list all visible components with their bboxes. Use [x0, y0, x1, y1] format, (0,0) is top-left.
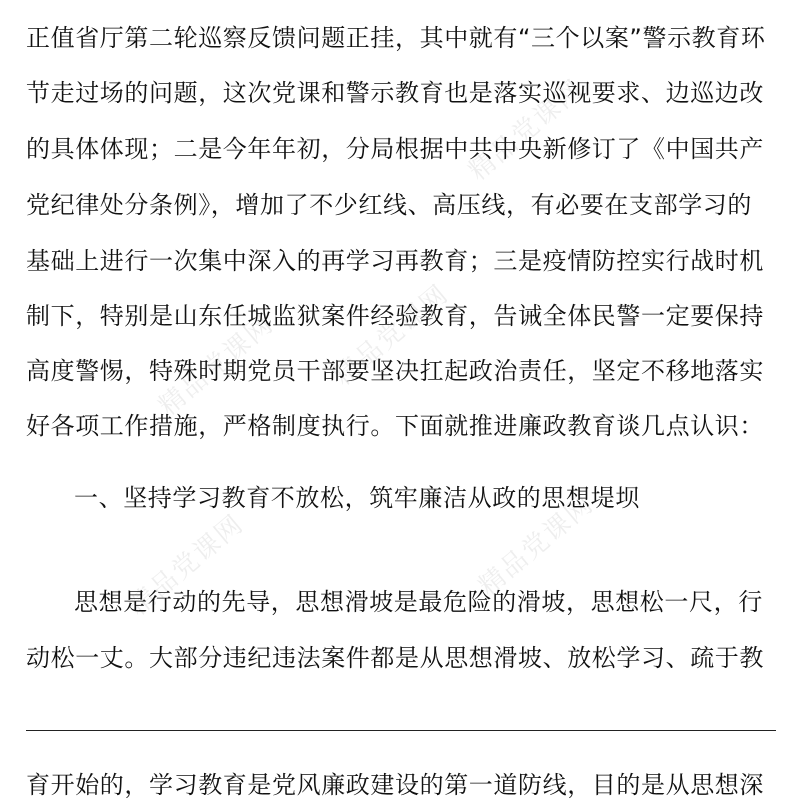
watermark: 精品党课网 — [123, 508, 250, 622]
paragraph-line: 高度警惕，特殊时期党员干部要坚决扛起政治责任，坚定不移地落实 — [26, 357, 764, 385]
paragraph-line: 节走过场的问题，这次党课和警示教育也是落实巡视要求、边巡边改 — [26, 79, 764, 107]
paragraph-line: 思想是行动的先导，思想滑坡是最危险的滑坡，思想松一尺，行 — [74, 588, 763, 616]
watermark: 精品党课网 — [473, 488, 600, 602]
watermark: 精品党课网 — [463, 73, 590, 187]
page-divider — [26, 730, 776, 731]
paragraph-line: 的具体体现；二是今年年初，分局根据中共中央新修订了《中国共产 — [26, 135, 764, 163]
paragraph-line: 基础上进行一次集中深入的再学习再教育；三是疫情防控实行战时机 — [26, 247, 764, 275]
section-heading: 一、坚持学习教育不放松，筑牢廉洁从政的思想堤坝 — [74, 484, 640, 512]
paragraph-line: 制下，特别是山东任城监狱案件经验教育，告诫全体民警一定要保持 — [26, 302, 764, 330]
paragraph-line: 育开始的，学习教育是党风廉政建设的第一道防线，目的是从思想深 — [26, 771, 764, 799]
paragraph-line: 动松一丈。大部分违纪违法案件都是从思想滑坡、放松学习、疏于教 — [26, 644, 764, 672]
paragraph-line: 正值省厅第二轮巡察反馈问题正挂，其中就有“三个以案”警示教育环 — [26, 24, 766, 52]
paragraph-line: 好各项工作措施，严格制度执行。下面就推进廉政教育谈几点认识： — [26, 412, 764, 440]
watermark: 精品党课网 — [328, 278, 455, 392]
watermark: 精品党课网 — [153, 308, 280, 422]
paragraph-line: 党纪律处分条例》，增加了不少红线、高压线，有必要在支部学习的 — [26, 191, 752, 219]
